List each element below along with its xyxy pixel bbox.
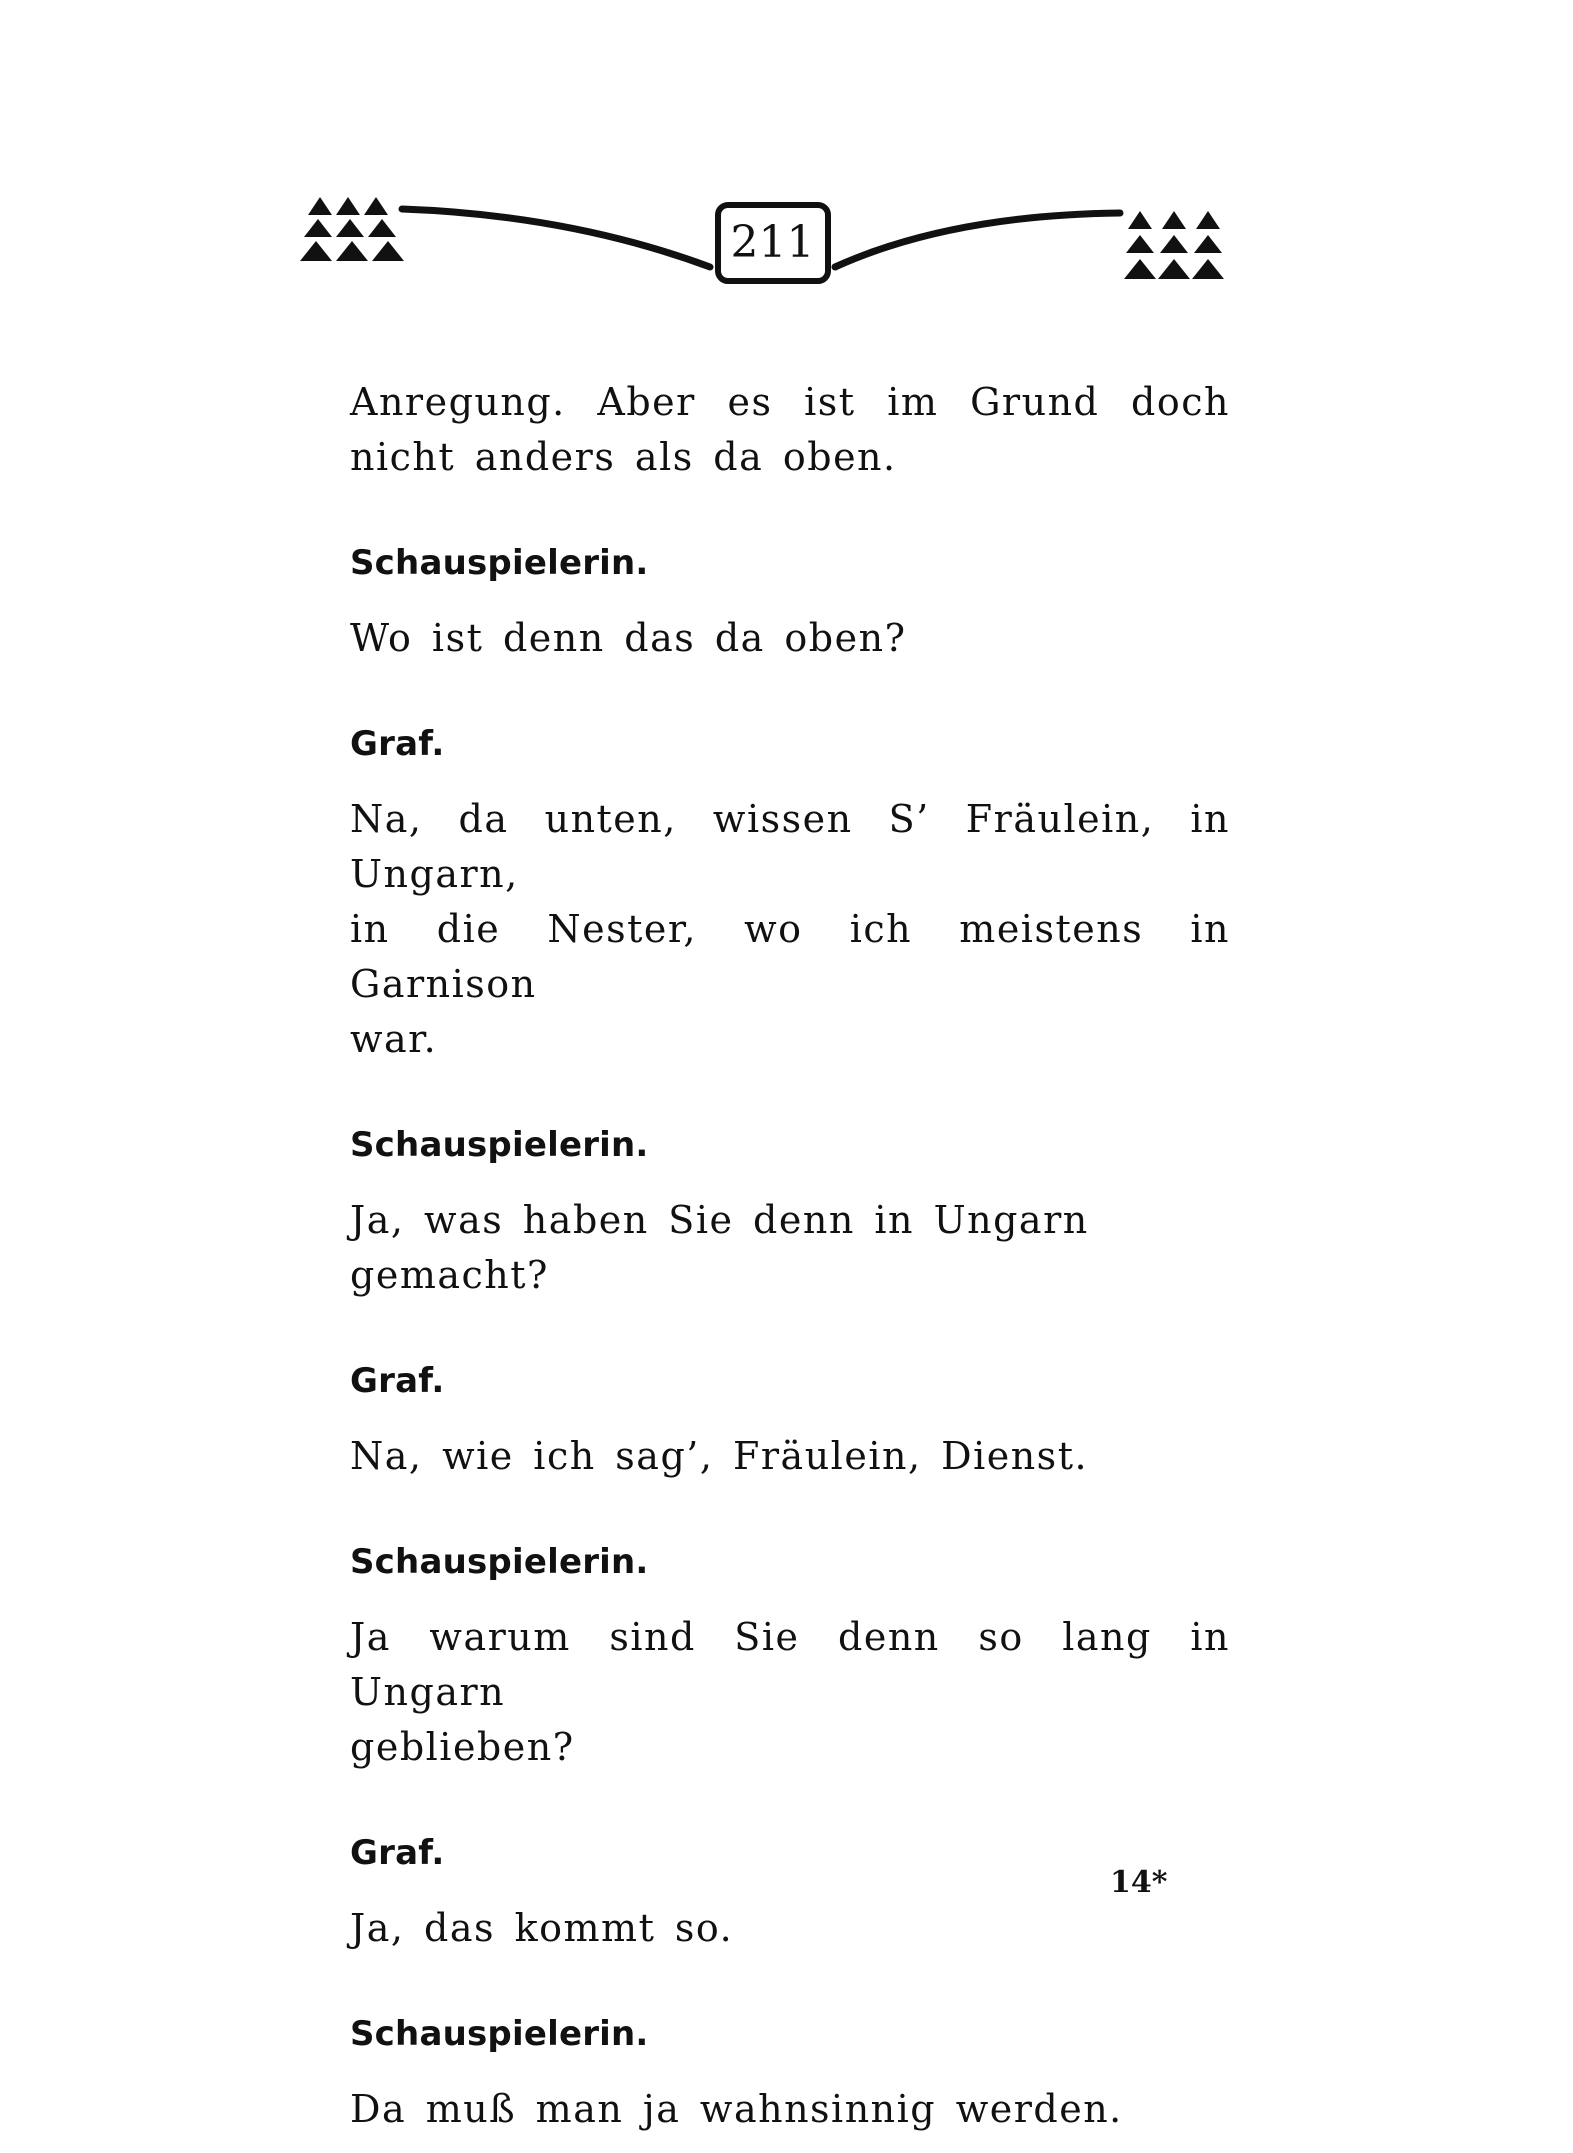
right-ornament-icon (1124, 211, 1224, 279)
speaker-name: Schauspielerin. (350, 2014, 649, 2054)
speaker-name: Graf. (350, 1361, 445, 1401)
speaker-name: Graf. (350, 1833, 445, 1873)
dialogue-block (350, 1540, 1230, 1775)
text-line: in die Nester, wo ich meistens in Garnison (350, 907, 1230, 1006)
text-line: Ja warum sind Sie denn so lang in Ungarn (350, 1615, 1230, 1714)
dialogue-block (350, 1831, 1230, 1956)
text-line: Anregung. Aber es ist im Grund doch (350, 380, 1230, 424)
text-line: nicht anders als da oben. (350, 435, 897, 479)
dialogue-block (350, 1359, 1230, 1484)
text-line: Da muß man ja wahnsinnig werden. (350, 2087, 1123, 2131)
dialogue-block (350, 2012, 1230, 2137)
speaker-name: Schauspielerin. (350, 1542, 649, 1582)
speaker-name: Graf. (350, 724, 445, 764)
dialogue-block (350, 722, 1230, 1067)
dialogue-block (350, 541, 1230, 666)
text-line: war. (350, 1017, 438, 1061)
text-line: Na, da unten, wissen S’ Fräulein, in Ungarn, (350, 797, 1230, 896)
text-line: Ja, was haben Sie denn in Ungarn gemacht? (350, 1198, 1089, 1297)
opening-speech (350, 375, 1230, 485)
speaker-name: Schauspielerin. (350, 543, 649, 583)
text-line: Ja, das kommt so. (350, 1906, 734, 1950)
speaker-name: Schauspielerin. (350, 1125, 649, 1165)
text-line: geblieben? (350, 1725, 575, 1769)
page-number: 211 (730, 217, 815, 268)
left-ornament-icon (300, 197, 404, 261)
dialogue-block (350, 1123, 1230, 1303)
page-body (350, 375, 1230, 2137)
signature-mark: 14* (1110, 1865, 1168, 1900)
text-line: Wo ist denn das da oben? (350, 616, 907, 660)
page-header (290, 185, 1270, 315)
text-line: Na, wie ich sag’, Fräulein, Dienst. (350, 1434, 1089, 1478)
